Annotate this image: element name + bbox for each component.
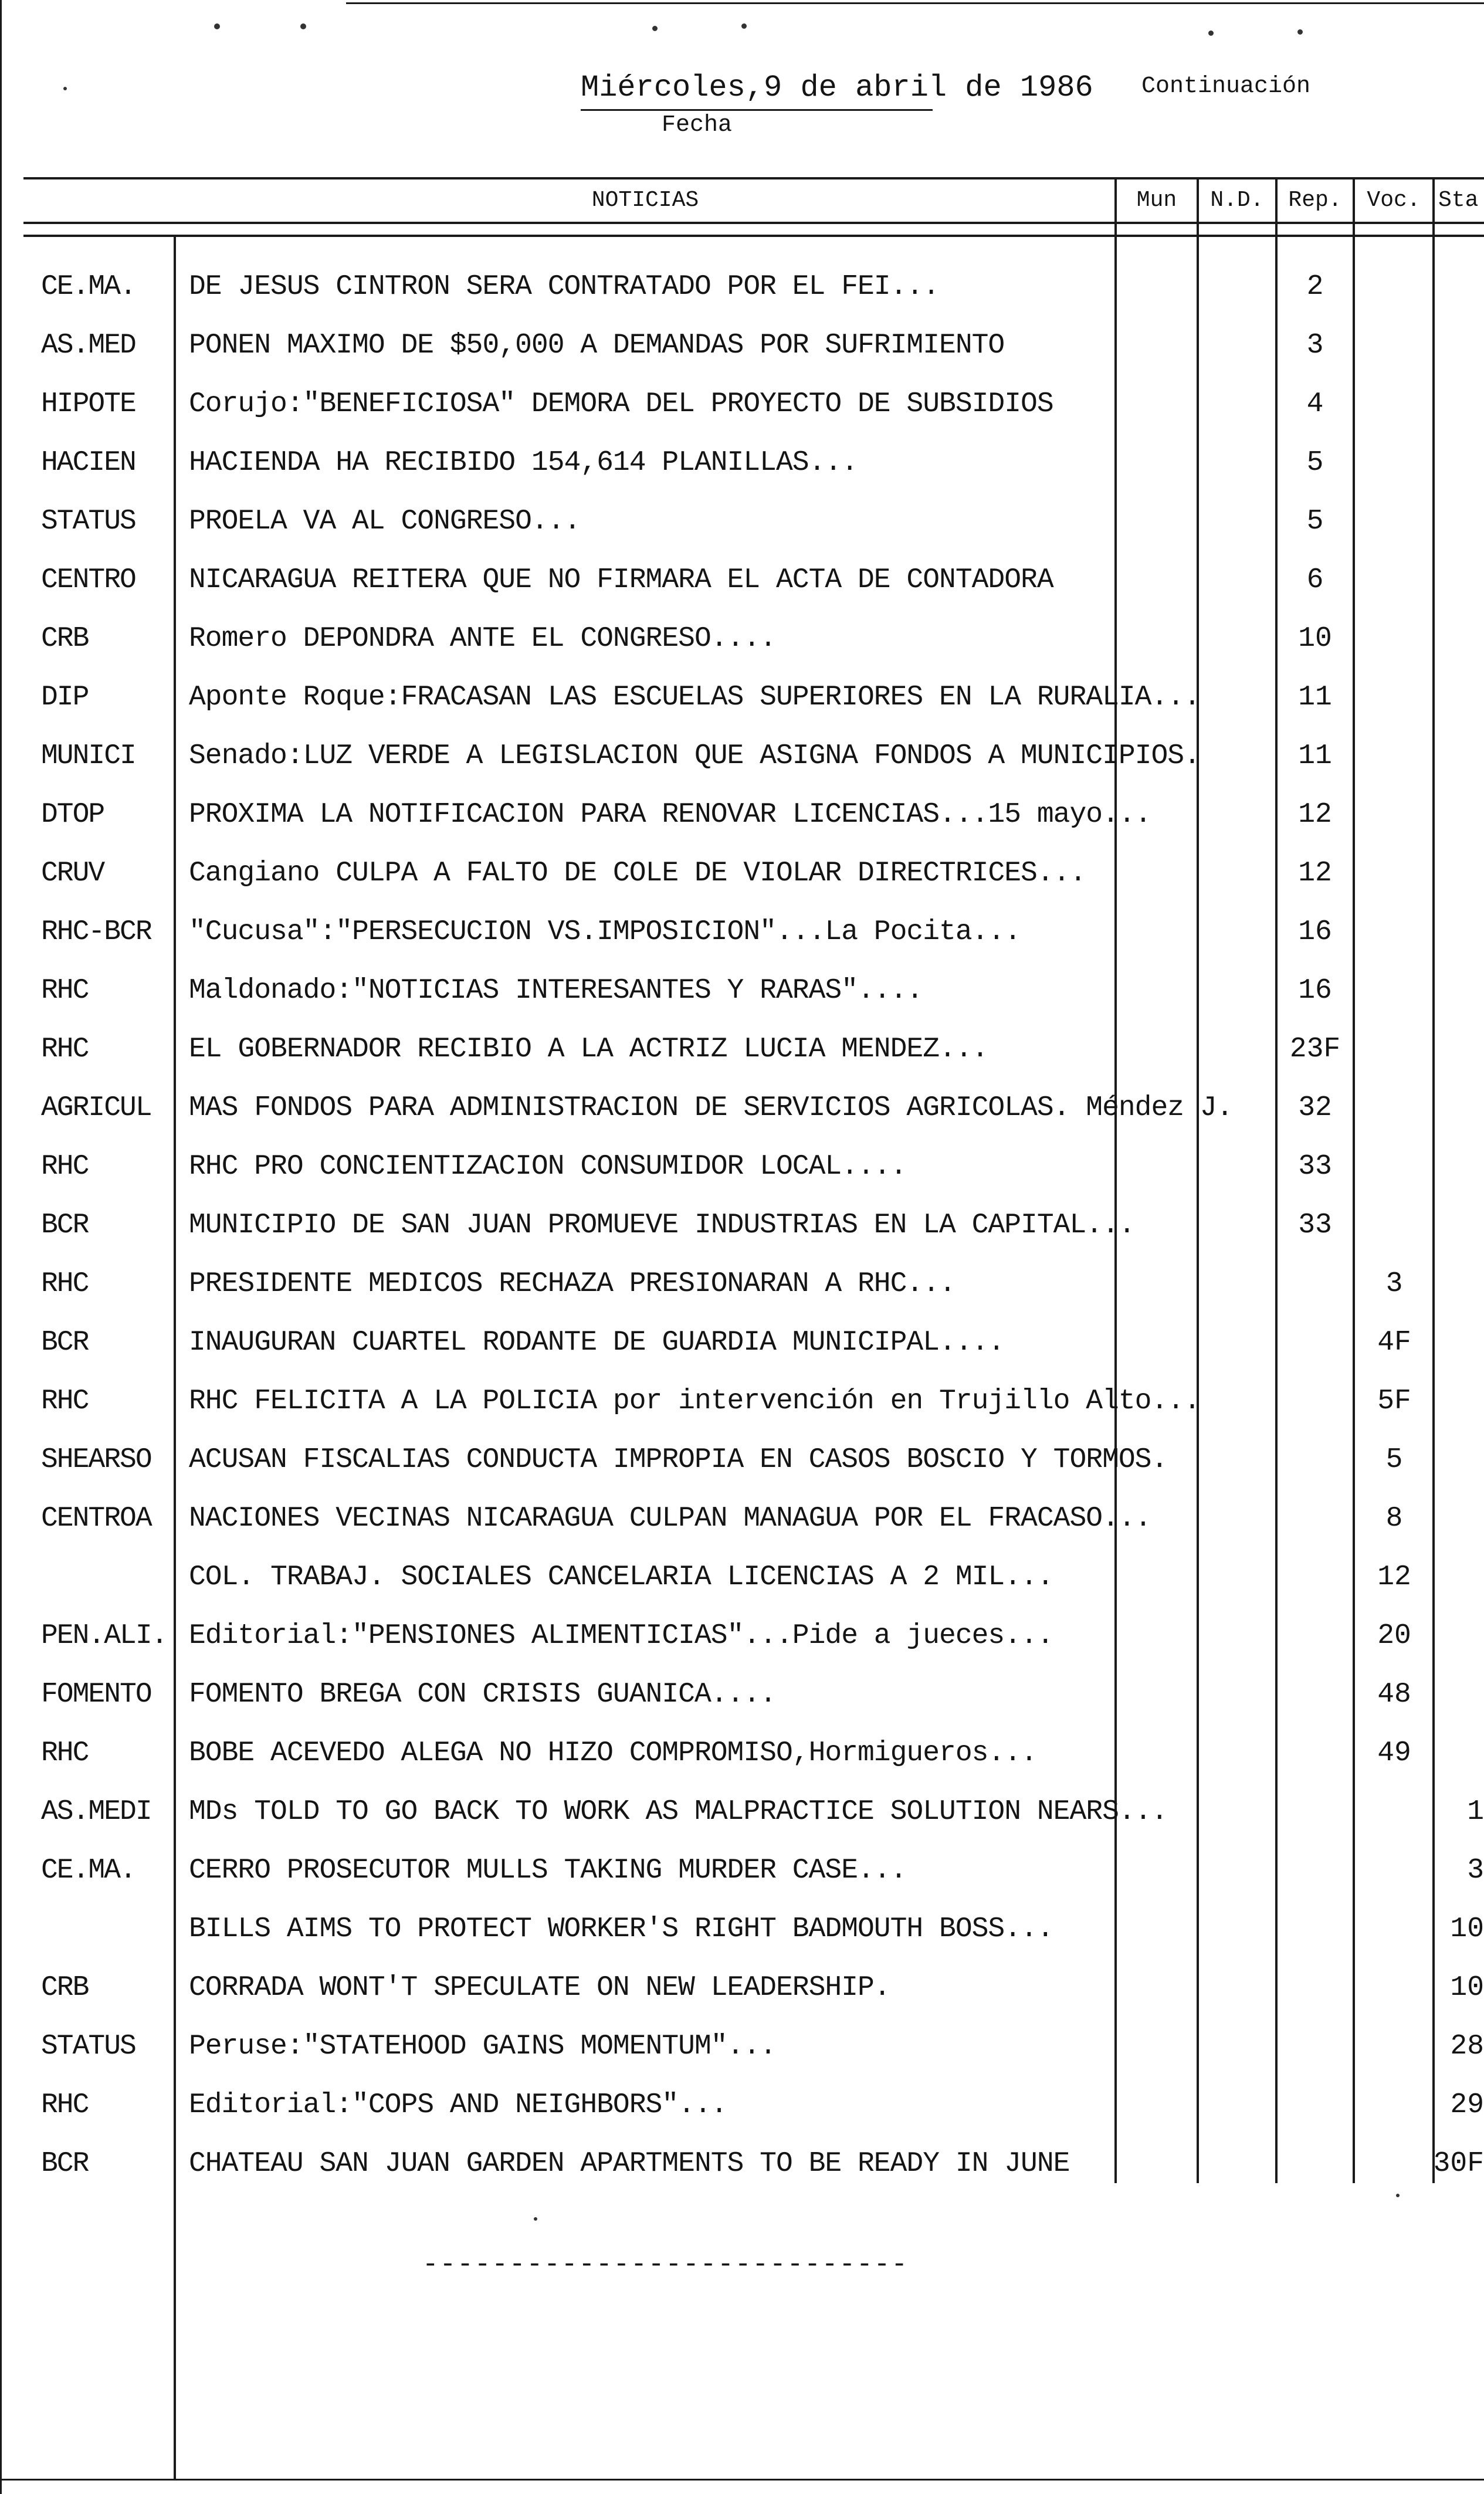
table-row <box>0 1959 1484 2017</box>
row-title: PRESIDENTE MEDICOS RECHAZA PRESIONARAN A RHC... <box>189 1268 956 1300</box>
table-header-rule <box>23 222 1484 224</box>
row-rep-page <box>1278 1666 1353 1723</box>
row-voc-page: 5F <box>1377 1385 1411 1417</box>
row-rep-page: 23F <box>1289 1033 1341 1065</box>
row-voc-page <box>1355 317 1434 374</box>
row-star-page <box>1436 1255 1484 1313</box>
row-code: FOMENTO <box>41 1679 151 1710</box>
scan-speck <box>534 2217 537 2221</box>
row-voc-page <box>1355 610 1434 667</box>
scan-speck <box>1208 31 1214 36</box>
row-code: CRUV <box>41 858 104 889</box>
row-rep-page <box>1278 2076 1353 2134</box>
row-rep-page <box>1278 1373 1353 1430</box>
row-voc-page <box>1355 1959 1434 2017</box>
row-voc-page: 49 <box>1377 1737 1411 1769</box>
table-row <box>0 1900 1484 1958</box>
document-date: Miércoles,9 de abril de 1986 <box>581 70 1093 105</box>
row-code: BCR <box>41 2148 89 2180</box>
row-code <box>41 1548 167 1606</box>
row-voc-page <box>1355 551 1434 609</box>
row-voc-page <box>1355 258 1434 316</box>
row-title: FOMENTO BREGA CON CRISIS GUANICA.... <box>189 1679 776 1710</box>
row-rep-page: 11 <box>1298 740 1332 772</box>
scan-speck <box>214 23 220 29</box>
row-rep-page: 4 <box>1306 388 1324 420</box>
row-title: PONEN MAXIMO DE $50,000 A DEMANDAS POR SUFRIMIENTO <box>189 330 1005 361</box>
table-row <box>0 2018 1484 2075</box>
row-star-page <box>1436 903 1484 961</box>
row-title: Senado:LUZ VERDE A LEGISLACION QUE ASIGNA FONDOS A MUNICIPIOS. <box>189 740 1200 772</box>
row-voc-page <box>1355 493 1434 550</box>
row-voc-page <box>1355 669 1434 726</box>
row-voc-page <box>1355 1138 1434 1195</box>
row-code: MUNICI <box>41 740 135 772</box>
row-rep-page <box>1278 1255 1353 1313</box>
table-row <box>0 375 1484 433</box>
row-title: CHATEAU SAN JUAN GARDEN APARTMENTS TO BE READY IN JUNE <box>189 2148 1070 2180</box>
row-code: CENTRO <box>41 564 135 596</box>
table-row <box>0 434 1484 492</box>
table-row <box>0 1783 1484 1841</box>
row-code: BCR <box>41 1209 89 1241</box>
row-rep-page <box>1278 1490 1353 1547</box>
header-star: Sta <box>1438 187 1479 213</box>
scan-speck <box>741 23 747 29</box>
row-code: BCR <box>41 1327 89 1358</box>
row-star-page <box>1436 434 1484 492</box>
table-row <box>0 551 1484 609</box>
row-title: Peruse:"STATEHOOD GAINS MOMENTUM"... <box>189 2031 776 2062</box>
row-rep-page <box>1278 1548 1353 1606</box>
row-title: HACIENDA HA RECIBIDO 154,614 PLANILLAS... <box>189 447 858 479</box>
row-rep-page: 33 <box>1298 1209 1332 1241</box>
row-voc-page <box>1355 727 1434 785</box>
closing-dash-rule: ---------------------------- <box>422 2249 909 2280</box>
scan-speck <box>1396 2194 1400 2197</box>
row-title: EL GOBERNADOR RECIBIO A LA ACTRIZ LUCIA MENDEZ... <box>189 1033 988 1065</box>
row-voc-page <box>1355 1842 1434 1899</box>
row-code: RHC <box>41 1737 89 1769</box>
row-rep-page: 16 <box>1298 975 1332 1007</box>
row-star-page: 29 <box>1450 2089 1484 2121</box>
row-voc-page: 4F <box>1377 1327 1411 1358</box>
row-star-page <box>1436 1079 1484 1137</box>
bottom-edge-line <box>0 2479 1484 2481</box>
row-star-page <box>1436 1724 1484 1782</box>
row-code: RHC <box>41 1033 89 1065</box>
row-star-page <box>1436 1197 1484 1254</box>
row-rep-page: 5 <box>1306 506 1324 537</box>
row-title: BILLS AIMS TO PROTECT WORKER'S RIGHT BADMOUTH BOSS... <box>189 1913 1053 1945</box>
row-code: HACIEN <box>41 447 135 479</box>
top-edge-line <box>346 2 1484 4</box>
row-star-page <box>1436 1666 1484 1723</box>
table-row <box>0 1490 1484 1547</box>
row-star-page <box>1436 375 1484 433</box>
row-star-page <box>1436 1607 1484 1665</box>
row-title: Corujo:"BENEFICIOSA" DEMORA DEL PROYECTO DE SUBSIDIOS <box>189 388 1053 420</box>
row-voc-page <box>1355 786 1434 843</box>
row-rep-page: 3 <box>1306 330 1324 361</box>
table-row <box>0 903 1484 961</box>
scan-speck <box>1297 29 1303 35</box>
row-voc-page: 8 <box>1385 1503 1403 1534</box>
row-code: CRB <box>41 1972 89 2004</box>
table-row <box>0 1314 1484 1371</box>
table-row <box>0 2076 1484 2134</box>
row-title: MUNICIPIO DE SAN JUAN PROMUEVE INDUSTRIAS EN LA CAPITAL... <box>189 1209 1135 1241</box>
table-row <box>0 1548 1484 1606</box>
row-voc-page: 48 <box>1377 1679 1411 1710</box>
row-title: Cangiano CULPA A FALTO DE COLE DE VIOLAR DIRECTRICES... <box>189 858 1086 889</box>
row-rep-page <box>1278 1607 1353 1665</box>
row-rep-page: 16 <box>1298 916 1332 948</box>
row-star-page <box>1436 669 1484 726</box>
row-voc-page <box>1355 1783 1434 1841</box>
row-rep-page: 5 <box>1306 447 1324 479</box>
table-row <box>0 317 1484 374</box>
table-row <box>0 1255 1484 1313</box>
row-voc-page <box>1355 1197 1434 1254</box>
row-star-page: 28 <box>1450 2031 1484 2062</box>
row-star-page <box>1436 317 1484 374</box>
table-row <box>0 1431 1484 1489</box>
row-title: RHC FELICITA A LA POLICIA por intervención en Trujillo Alto... <box>189 1385 1200 1417</box>
row-star-page <box>1436 727 1484 785</box>
row-code: DIP <box>41 682 89 713</box>
row-star-page <box>1436 1373 1484 1430</box>
header-noticias: NOTICIAS <box>591 187 699 213</box>
row-star-page <box>1436 493 1484 550</box>
row-code: PEN.ALI. <box>41 1620 167 1652</box>
row-title: PROELA VA AL CONGRESO... <box>189 506 581 537</box>
row-star-page <box>1436 1314 1484 1371</box>
row-rep-page: 12 <box>1298 858 1332 889</box>
row-star-page <box>1436 1548 1484 1606</box>
row-title: PROXIMA LA NOTIFICACION PARA RENOVAR LICENCIAS...15 mayo... <box>189 799 1151 831</box>
row-title: MDs TOLD TO GO BACK TO WORK AS MALPRACTICE SOLUTION NEARS... <box>189 1796 1168 1828</box>
row-title: CORRADA WONT'T SPECULATE ON NEW LEADERSHIP. <box>189 1972 890 2004</box>
row-rep-page <box>1278 1314 1353 1371</box>
row-rep-page <box>1278 1783 1353 1841</box>
row-code: SHEARSO <box>41 1444 151 1476</box>
row-star-page <box>1436 1431 1484 1489</box>
row-code: CE.MA. <box>41 1855 135 1886</box>
row-star-page <box>1436 962 1484 1019</box>
table-row <box>0 962 1484 1019</box>
row-rep-page <box>1278 1959 1353 2017</box>
row-star-page: 10 <box>1450 1972 1484 2004</box>
scan-speck <box>300 23 306 29</box>
date-underline <box>581 109 933 111</box>
row-title: "Cucusa":"PERSECUCION VS.IMPOSICION"...La Pocita... <box>189 916 1021 948</box>
row-star-page: 1 <box>1467 1796 1484 1828</box>
row-code: RHC <box>41 1385 89 1417</box>
row-code: AS.MEDI <box>41 1796 151 1828</box>
row-title: Romero DEPONDRA ANTE EL CONGRESO.... <box>189 623 776 655</box>
row-rep-page: 2 <box>1306 271 1324 303</box>
header-voc: Voc. <box>1367 187 1421 213</box>
row-rep-page: 11 <box>1298 682 1332 713</box>
row-code <box>41 1900 167 1958</box>
table-row <box>0 727 1484 785</box>
table-row <box>0 1607 1484 1665</box>
row-voc-page <box>1355 1900 1434 1958</box>
row-voc-page: 5 <box>1385 1444 1403 1476</box>
row-code: CE.MA. <box>41 271 135 303</box>
table-row <box>0 1079 1484 1137</box>
row-code: HIPOTE <box>41 388 135 420</box>
table-row <box>0 610 1484 667</box>
row-title: COL. TRABAJ. SOCIALES CANCELARIA LICENCIAS A 2 MIL... <box>189 1561 1053 1593</box>
row-star-page <box>1436 610 1484 667</box>
table-row <box>0 845 1484 902</box>
row-rep-page: 33 <box>1298 1151 1332 1182</box>
row-code: DTOP <box>41 799 104 831</box>
row-star-page <box>1436 1021 1484 1078</box>
row-code: STATUS <box>41 2031 135 2062</box>
row-title: MAS FONDOS PARA ADMINISTRACION DE SERVICIOS AGRICOLAS. Méndez J. <box>189 1092 1233 1124</box>
row-title: CERRO PROSECUTOR MULLS TAKING MURDER CASE... <box>189 1855 907 1886</box>
row-rep-page: 12 <box>1298 799 1332 831</box>
date-caption: Fecha <box>662 112 733 138</box>
table-row <box>0 1724 1484 1782</box>
row-code: RHC-BCR <box>41 916 151 948</box>
table-row <box>0 786 1484 843</box>
row-star-page <box>1436 551 1484 609</box>
row-rep-page <box>1278 2018 1353 2075</box>
table-body-rule <box>23 235 1484 237</box>
row-code: STATUS <box>41 506 135 537</box>
row-title: RHC PRO CONCIENTIZACION CONSUMIDOR LOCAL.... <box>189 1151 907 1182</box>
row-code: RHC <box>41 975 89 1007</box>
row-voc-page <box>1355 2076 1434 2134</box>
row-star-page <box>1436 786 1484 843</box>
row-code: RHC <box>41 1268 89 1300</box>
table-row <box>0 1138 1484 1195</box>
row-title: Editorial:"PENSIONES ALIMENTICIAS"...Pide a jueces... <box>189 1620 1053 1652</box>
row-rep-page: 32 <box>1298 1092 1332 1124</box>
row-rep-page <box>1278 1842 1353 1899</box>
row-voc-page: 3 <box>1385 1268 1403 1300</box>
scan-speck <box>63 87 67 90</box>
table-row <box>0 493 1484 550</box>
row-rep-page: 10 <box>1298 623 1332 655</box>
row-voc-page <box>1355 845 1434 902</box>
row-star-page <box>1436 1138 1484 1195</box>
row-title: Editorial:"COPS AND NEIGHBORS"... <box>189 2089 727 2121</box>
table-row <box>0 669 1484 726</box>
row-rep-page <box>1278 1431 1353 1489</box>
row-voc-page <box>1355 2018 1434 2075</box>
table-row <box>0 1197 1484 1254</box>
row-code: AGRICUL <box>41 1092 151 1124</box>
row-title: BOBE ACEVEDO ALEGA NO HIZO COMPROMISO,Hormigueros... <box>189 1737 1037 1769</box>
row-voc-page <box>1355 903 1434 961</box>
row-rep-page <box>1278 2135 1353 2193</box>
row-star-page <box>1436 1490 1484 1547</box>
table-row <box>0 1666 1484 1723</box>
table-row <box>0 1373 1484 1430</box>
row-code: CRB <box>41 623 89 655</box>
row-title: NICARAGUA REITERA QUE NO FIRMARA EL ACTA DE CONTADORA <box>189 564 1053 596</box>
row-rep-page: 6 <box>1306 564 1324 596</box>
row-title: Maldonado:"NOTICIAS INTERESANTES Y RARAS".... <box>189 975 923 1007</box>
row-rep-page <box>1278 1724 1353 1782</box>
row-star-page <box>1436 845 1484 902</box>
row-voc-page <box>1355 1079 1434 1137</box>
row-voc-page <box>1355 2135 1434 2193</box>
header-mun: Mun <box>1136 187 1177 213</box>
table-row <box>0 1842 1484 1899</box>
row-voc-page: 12 <box>1377 1561 1411 1593</box>
row-star-page: 3 <box>1467 1855 1484 1886</box>
scan-speck <box>652 26 658 31</box>
row-voc-page <box>1355 1021 1434 1078</box>
row-star-page <box>1436 258 1484 316</box>
header-nd: N.D. <box>1210 187 1264 213</box>
row-code: RHC <box>41 2089 89 2121</box>
continuation-label: Continuación <box>1141 73 1311 100</box>
header-rep: Rep. <box>1288 187 1342 213</box>
row-voc-page <box>1355 434 1434 492</box>
row-code: AS.MED <box>41 330 135 361</box>
row-title: DE JESUS CINTRON SERA CONTRATADO POR EL FEI... <box>189 271 940 303</box>
row-title: NACIONES VECINAS NICARAGUA CULPAN MANAGUA POR EL FRACASO... <box>189 1503 1151 1534</box>
row-title: ACUSAN FISCALIAS CONDUCTA IMPROPIA EN CASOS BOSCIO Y TORMOS. <box>189 1444 1168 1476</box>
table-row <box>0 1021 1484 1078</box>
row-code: CENTROA <box>41 1503 151 1534</box>
row-voc-page: 20 <box>1377 1620 1411 1652</box>
row-title: INAUGURAN CUARTEL RODANTE DE GUARDIA MUNICIPAL.... <box>189 1327 1005 1358</box>
row-code: RHC <box>41 1151 89 1182</box>
table-row <box>0 258 1484 316</box>
table-row <box>0 2135 1484 2193</box>
row-voc-page <box>1355 375 1434 433</box>
row-title: Aponte Roque:FRACASAN LAS ESCUELAS SUPERIORES EN LA RURALIA... <box>189 682 1200 713</box>
row-star-page: 10 <box>1450 1913 1484 1945</box>
row-star-page: 30F <box>1433 2148 1484 2180</box>
row-voc-page <box>1355 962 1434 1019</box>
row-rep-page <box>1278 1900 1353 1958</box>
